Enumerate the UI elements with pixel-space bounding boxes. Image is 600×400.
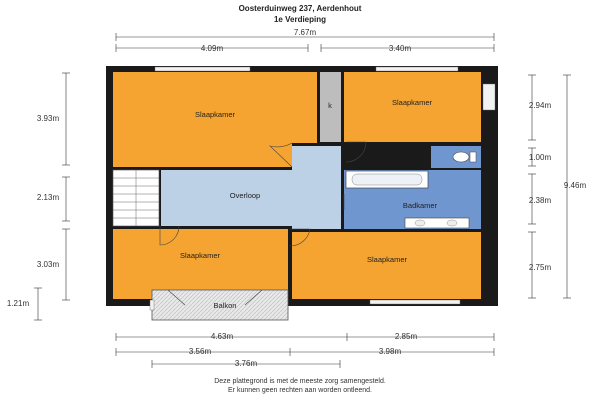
label-bedroom-ne: Slaapkamer bbox=[391, 98, 433, 107]
dim-right-4: 2.75m bbox=[528, 263, 552, 272]
room-bedroom-sw bbox=[113, 229, 288, 299]
dim-right-total: 9.46m bbox=[563, 181, 587, 190]
toilet bbox=[453, 152, 469, 162]
bathtub-basin bbox=[352, 174, 422, 185]
label-closet: k bbox=[328, 101, 332, 110]
label-bedroom-se: Slaapkamer bbox=[366, 255, 408, 264]
label-bedroom-nw: Slaapkamer bbox=[194, 110, 236, 119]
sink-left bbox=[415, 220, 425, 226]
dim-top-left: 4.09m bbox=[200, 44, 224, 53]
dim-bottom2-right: 3.98m bbox=[378, 347, 402, 356]
toilet-tank bbox=[470, 152, 476, 162]
room-bedroom-se bbox=[292, 232, 481, 299]
dimension-lines-bottom bbox=[116, 333, 494, 368]
disclaimer-line-1: Deze plattegrond is met de meeste zorg samengesteld. bbox=[214, 378, 386, 385]
dim-left-3: 3.03m bbox=[36, 260, 60, 269]
label-landing: Overloop bbox=[229, 191, 261, 200]
dim-bottom2-left: 3.56m bbox=[188, 347, 212, 356]
label-balcony: Balkon bbox=[213, 301, 237, 310]
dim-top-total: 7.67m bbox=[293, 28, 317, 37]
sink-counter bbox=[405, 218, 469, 228]
dim-right-1: 2.94m bbox=[528, 101, 552, 110]
sink-right bbox=[447, 220, 457, 226]
room-bedroom-ne bbox=[344, 72, 481, 142]
dim-bottom3: 3.76m bbox=[234, 359, 258, 368]
label-bedroom-sw: Slaapkamer bbox=[179, 251, 221, 260]
plan-floor-label: 1e Verdieping bbox=[273, 15, 327, 24]
dim-left-4: 1.21m bbox=[6, 299, 30, 308]
room-bedroom-nw bbox=[113, 72, 317, 167]
plan-address: Oosterduinweg 237, Aerdenhout bbox=[238, 4, 362, 13]
dim-bottom-left: 4.63m bbox=[210, 332, 234, 341]
disclaimer-line-2: Er kunnen geen rechten aan worden ontleend. bbox=[228, 387, 372, 394]
dim-top-right: 3.40m bbox=[388, 44, 412, 53]
label-bathroom: Badkamer bbox=[402, 201, 438, 210]
dim-bottom-right: 2.85m bbox=[394, 332, 418, 341]
dim-left-1: 3.93m bbox=[36, 114, 60, 123]
dim-right-2: 1.00m bbox=[528, 153, 552, 162]
dim-left-2: 2.13m bbox=[36, 193, 60, 202]
dim-right-3: 2.38m bbox=[528, 196, 552, 205]
